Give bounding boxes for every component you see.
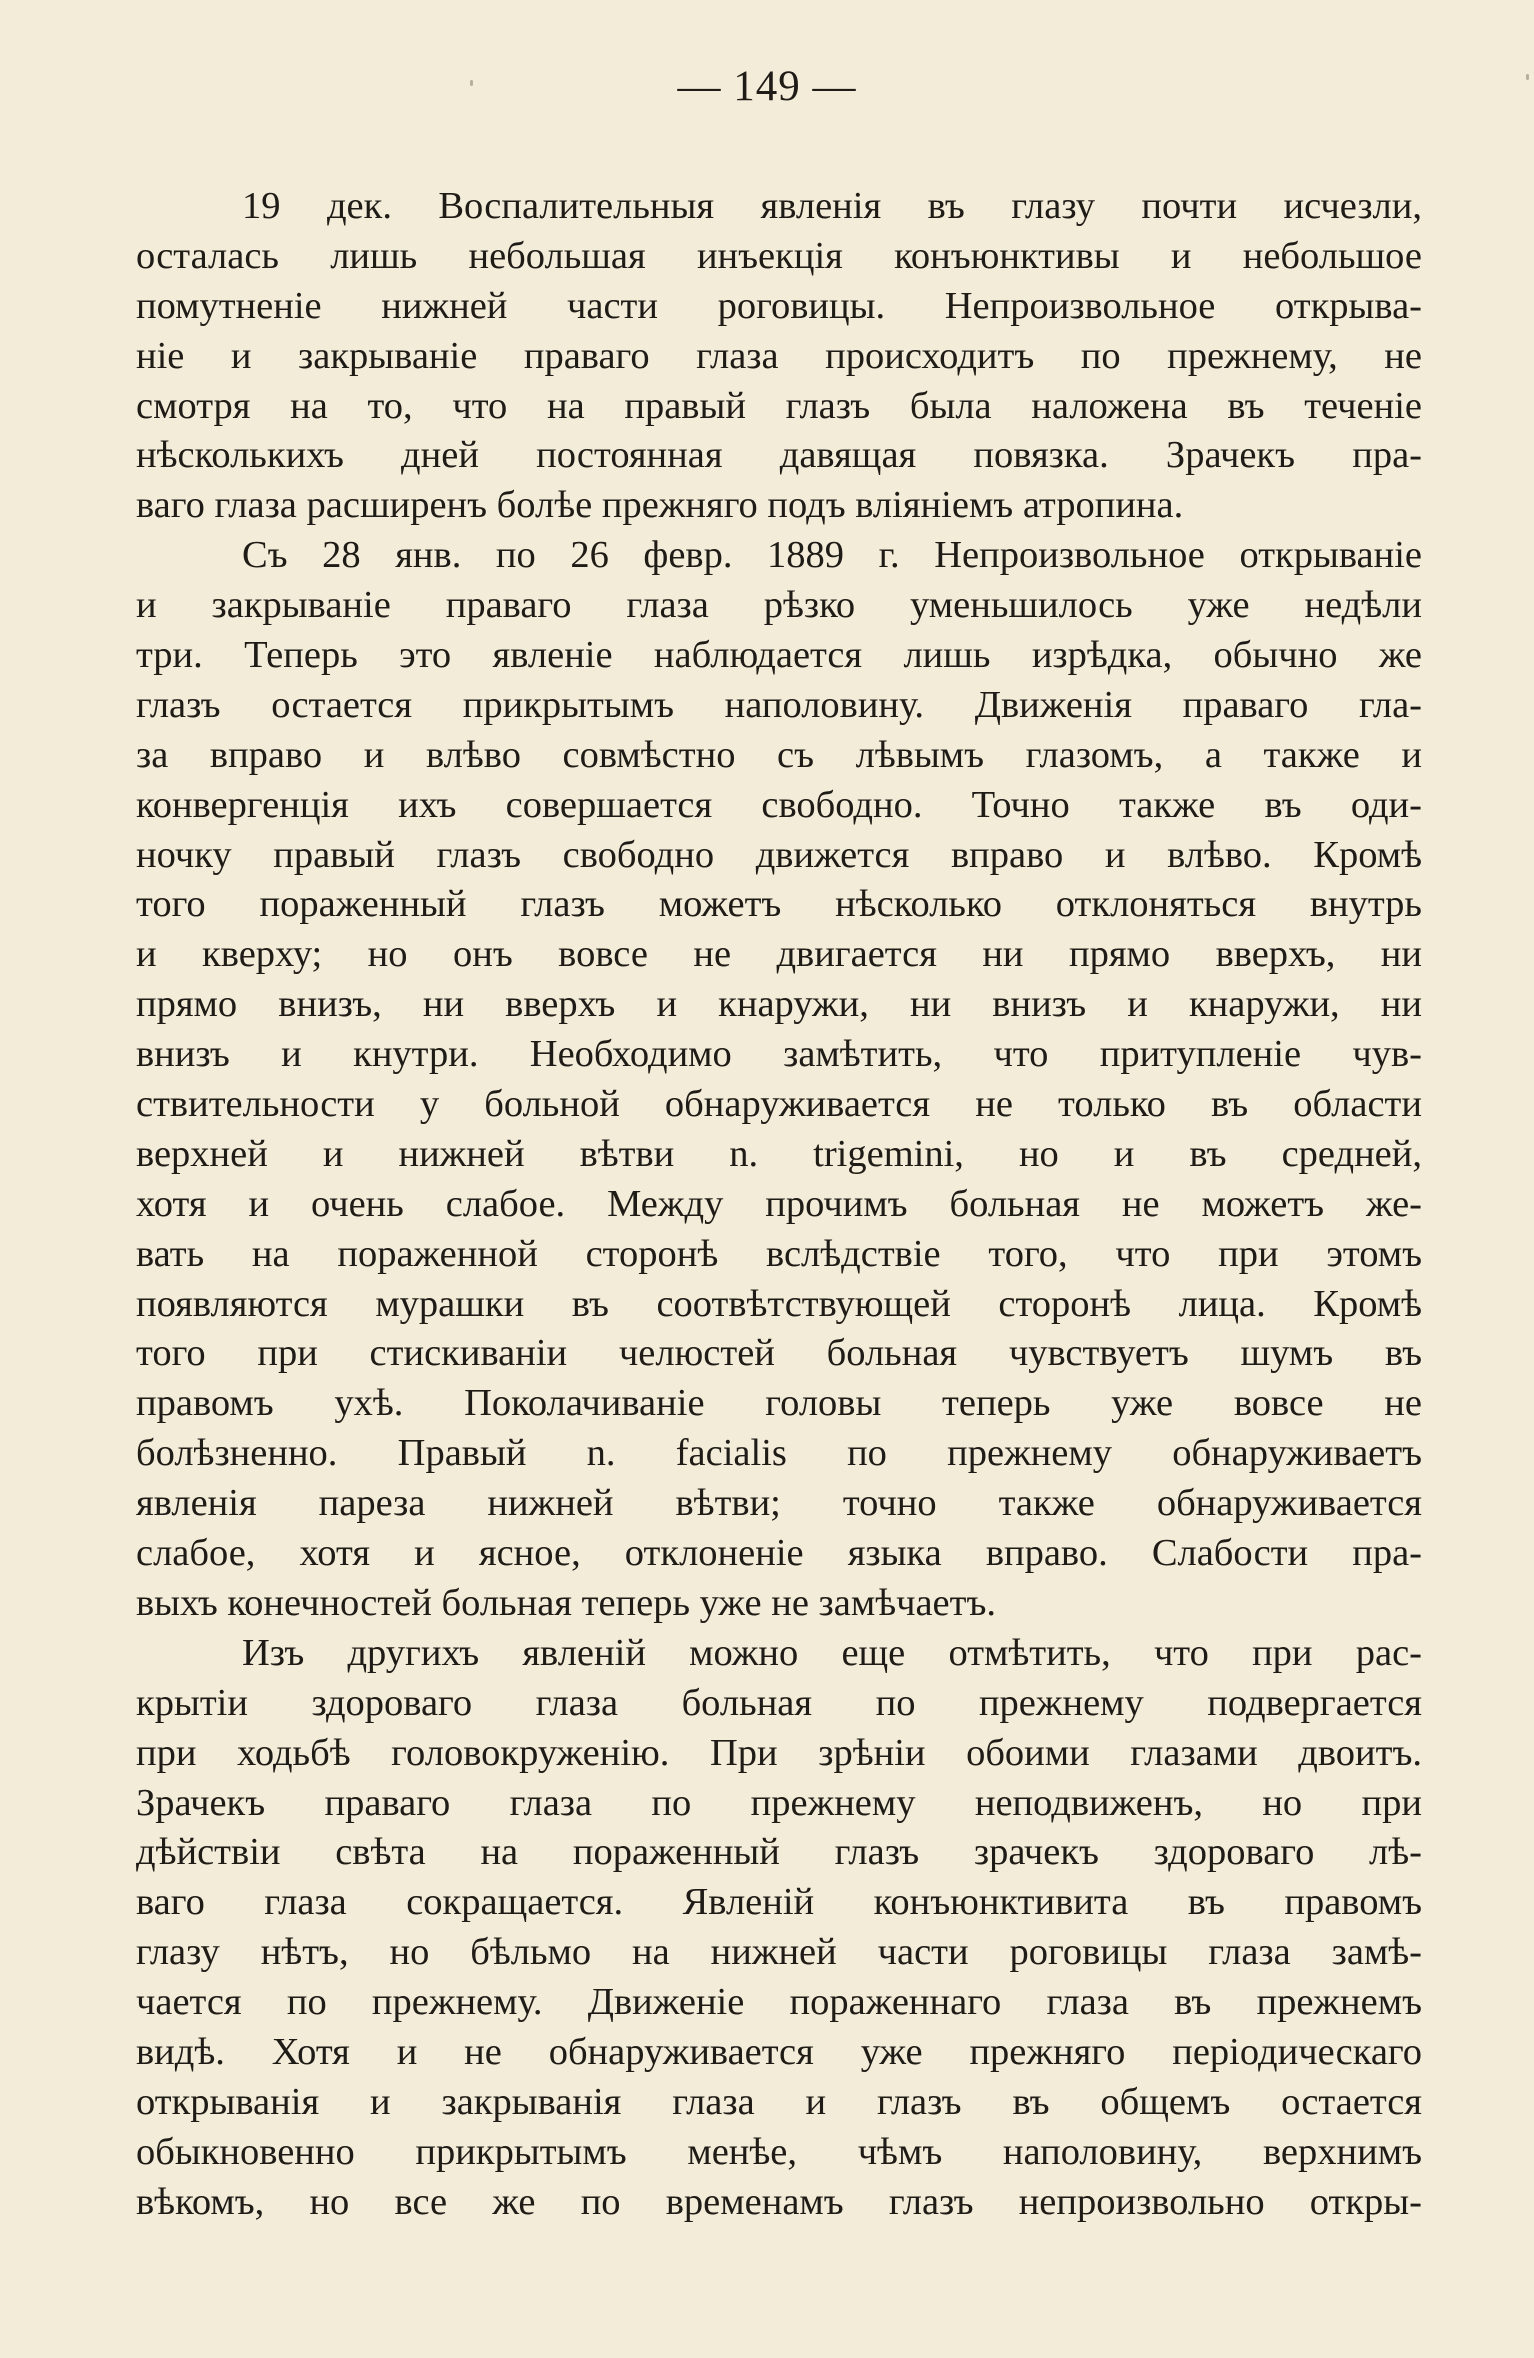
text-line: обыкновенно прикрытымъ менѣе, чѣмъ наполовину, верхнимъ <box>136 2130 1422 2173</box>
text-line: болѣзненно. Правый n. facialis по прежнему обнаруживаетъ <box>136 1432 1422 1475</box>
text-line: прямо внизъ, ни вверхъ и кнаружи, ни внизъ и кнаружи, ни <box>136 983 1422 1026</box>
text-line: за вправо и влѣво совмѣстно съ лѣвымъ глазомъ, а также и <box>136 733 1422 776</box>
text-line: видѣ. Хотя и не обнаруживается уже прежняго періодическаго <box>136 2030 1422 2073</box>
text-line: ствительности у больной обнаруживается не только въ области <box>136 1083 1422 1126</box>
page-number: — 149 — <box>677 63 857 110</box>
text-line: выхъ конечностей больная теперь уже не замѣчаетъ. <box>136 1581 996 1624</box>
text-line: Зрачекъ праваго глаза по прежнему неподвиженъ, но при <box>136 1781 1422 1824</box>
text-line: и кверху; но онъ вовсе не двигается ни прямо вверхъ, ни <box>136 933 1422 976</box>
text-line: явленія пареза нижней вѣтви; точно также обнаруживается <box>136 1482 1422 1525</box>
text-line: осталась лишь небольшая инъекція конъюнктивы и небольшое <box>136 234 1422 277</box>
paper-speck <box>470 80 473 86</box>
text-line: конвергенція ихъ совершается свободно. Точно также въ оди- <box>136 783 1422 826</box>
text-line: 19 дек. Воспалительныя явленія въ глазу почти исчезли, <box>242 185 1422 227</box>
text-line: три. Теперь это явленіе наблюдается лишь изрѣдка, обычно же <box>136 634 1422 677</box>
paper-speck <box>1526 74 1529 80</box>
text-line: и закрываніе праваго глаза рѣзко уменьшилось уже недѣли <box>136 584 1422 627</box>
text-line: помутненіе нижней части роговицы. Непроизвольное открыва- <box>136 284 1422 327</box>
text-line: того пораженный глазъ можетъ нѣсколько отклоняться внутрь <box>136 883 1422 926</box>
text-line: хотя и очень слабое. Между прочимъ больная не можетъ же- <box>136 1182 1422 1225</box>
text-line: вѣкомъ, но все же по временамъ глазъ непроизвольно откры- <box>136 2180 1422 2223</box>
text-line: появляются мурашки въ соотвѣтствующей сторонѣ лица. Кромѣ <box>136 1282 1422 1325</box>
body-text <box>136 182 1422 2228</box>
text-line: ніе и закрываніе праваго глаза происходитъ по прежнему, не <box>136 334 1422 377</box>
text-line: крытіи здороваго глаза больная по прежнему подвергается <box>136 1681 1422 1724</box>
text-line: открыванія и закрыванія глаза и глазъ въ общемъ остается <box>136 2080 1422 2123</box>
text-line: правомъ ухѣ. Поколачиваніе головы теперь уже вовсе не <box>136 1382 1422 1425</box>
text-line: внизъ и кнутри. Необходимо замѣтить, что притупленіе чув- <box>136 1033 1422 1076</box>
text-line: дѣйствіи свѣта на пораженный глазъ зрачекъ здороваго лѣ- <box>136 1831 1422 1874</box>
text-line: Съ 28 янв. по 26 февр. 1889 г. Непроизвольное открываніе <box>242 534 1422 577</box>
text-line: вать на пораженной сторонѣ вслѣдствіе того, что при этомъ <box>136 1232 1422 1275</box>
text-line: чается по прежнему. Движеніе пораженнаго глаза въ прежнемъ <box>136 1981 1422 2024</box>
text-line: ночку правый глазъ свободно движется вправо и влѣво. Кромѣ <box>136 833 1422 876</box>
text-line: при ходьбѣ головокруженію. При зрѣніи обоими глазами двоитъ. <box>136 1731 1422 1774</box>
text-line: слабое, хотя и ясное, отклоненіе языка вправо. Слабости пра- <box>136 1532 1422 1575</box>
text-line: смотря на то, что на правый глазъ была наложена въ теченіе <box>136 384 1422 427</box>
text-line: ваго глаза расширенъ болѣе прежняго подъ вліяніемъ атропина. <box>136 484 1184 527</box>
text-line: ваго глаза сокращается. Явленій конъюнктивита въ правомъ <box>136 1881 1422 1924</box>
text-line: Изъ другихъ явленій можно еще отмѣтить, что при рас- <box>242 1631 1422 1674</box>
text-line: того при стискиваніи челюстей больная чувствуетъ шумъ въ <box>136 1332 1422 1375</box>
text-line: нѣсколькихъ дней постоянная давящая повязка. Зрачекъ пра- <box>136 434 1422 477</box>
text-line: верхней и нижней вѣтви n. trigemini, но и въ средней, <box>136 1132 1422 1175</box>
text-line: глазъ остается прикрытымъ наполовину. Движенія праваго гла- <box>136 683 1422 726</box>
text-line: глазу нѣтъ, но бѣльмо на нижней части роговицы глаза замѣ- <box>136 1931 1422 1974</box>
